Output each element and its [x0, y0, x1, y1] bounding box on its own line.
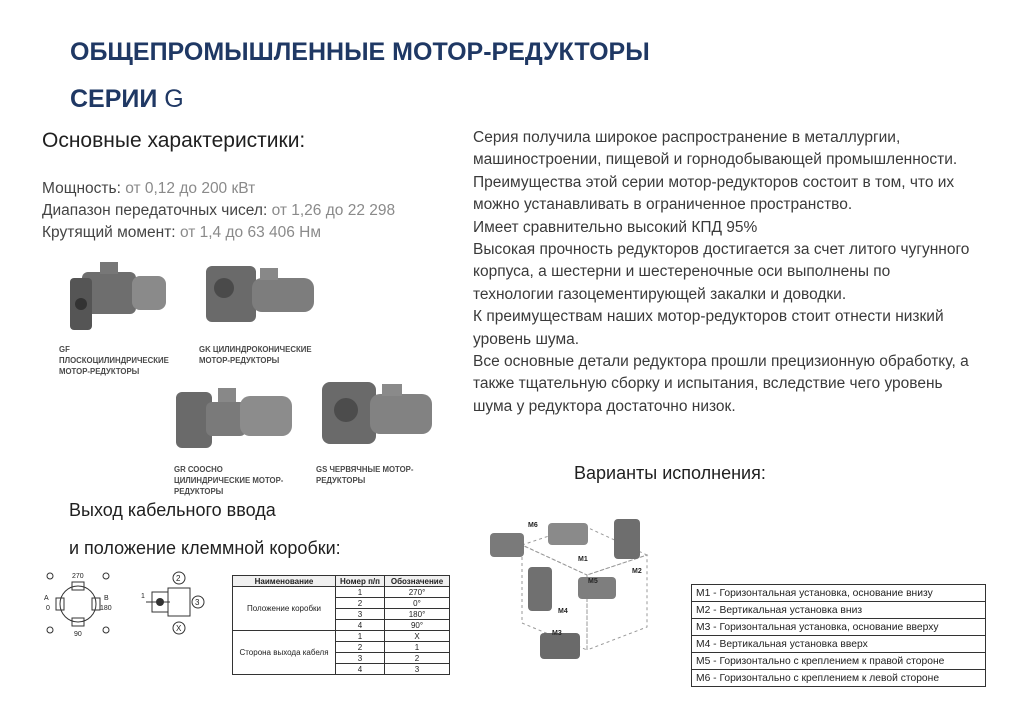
- variants-table: [691, 584, 986, 687]
- table-cell: 4: [336, 664, 385, 675]
- spec-value: от 1,4 до 63 406 Нм: [179, 224, 322, 241]
- gs-gearmotor-image: [312, 368, 442, 456]
- table-header: Наименование: [233, 576, 336, 587]
- gr-gearmotor-image: [170, 378, 300, 460]
- product-type: РЕДУКТОРЫ: [316, 476, 366, 485]
- table-row: [692, 636, 986, 653]
- table-row: [692, 670, 986, 687]
- spec-power: [42, 180, 255, 198]
- table-cell: X: [385, 631, 450, 642]
- product-type: МОТОР-РЕДУКТОРЫ: [199, 356, 280, 365]
- label-b: B: [104, 595, 109, 602]
- table-cell: 2: [385, 653, 450, 664]
- description: [473, 127, 973, 418]
- label-180: 180: [100, 605, 112, 612]
- product-code: GK: [199, 345, 211, 354]
- cable-table: [232, 575, 450, 675]
- product-code: GR: [174, 465, 186, 474]
- spec-value: от 1,26 до 22 298: [271, 202, 396, 219]
- spec-label: Диапазон передаточных чисел:: [42, 202, 268, 219]
- label-x: X: [176, 624, 182, 633]
- product-type: СООСНО: [187, 465, 223, 474]
- table-cell: 3: [336, 609, 385, 620]
- label-0: 0: [46, 605, 50, 612]
- terminal-box-diagram: [38, 568, 118, 638]
- description-paragraph: Высокая прочность редукторов достигается за счет литого чугунного корпуса, а шестерни и шестереночные оси выполнены по технологии газоцементирующей закалки и доводки.: [473, 241, 970, 303]
- product-code: GS: [316, 465, 328, 474]
- label-3: 3: [195, 598, 200, 607]
- table-cell: 3: [385, 664, 450, 675]
- product-type: ЧЕРВЯЧНЫЕ МОТОР-: [329, 465, 414, 474]
- page-title: ОБЩЕПРОМЫШЛЕННЫЕ МОТОР-РЕДУКТОРЫ: [70, 38, 650, 66]
- description-paragraph: Все основные детали редуктора прошли прецизионную обработку, а также тщательную сборку и испытания, вследствие чего уровень шума у редуктора достаточно низок.: [473, 353, 969, 415]
- table-header-row: [233, 576, 450, 587]
- table-row: [692, 653, 986, 670]
- spec-label: Мощность:: [42, 180, 121, 197]
- table-row: [233, 631, 450, 642]
- variants-heading: Варианты исполнения:: [574, 463, 766, 483]
- gk-gearmotor-image: [196, 258, 326, 340]
- table-row: [233, 587, 450, 598]
- specs-heading: Основные характеристики:: [42, 129, 306, 152]
- spec-ratio: [42, 202, 395, 220]
- cable-heading-1: Выход кабельного ввода: [69, 500, 276, 520]
- table-cell: 180°: [385, 609, 450, 620]
- description-paragraph: К преимуществам наших мотор-редукторов стоит отнести низкий уровень шума.: [473, 308, 944, 348]
- gf-gearmotor-image: [60, 258, 172, 340]
- label-a: A: [44, 595, 49, 602]
- gs-caption: [316, 464, 413, 486]
- page-subtitle: [70, 85, 184, 114]
- label-m2: M2: [632, 568, 642, 575]
- table-cell: 2: [336, 642, 385, 653]
- gf-caption: [59, 344, 169, 377]
- table-cell: M6 - Горизонтально с креплением к левой стороне: [692, 670, 986, 687]
- table-cell: 1: [336, 587, 385, 598]
- description-paragraph: Имеет сравнительно высокий КПД 95%: [473, 218, 758, 236]
- table-cell: 1: [336, 631, 385, 642]
- table-cell: M5 - Горизонтально с креплением к правой стороне: [692, 653, 986, 670]
- label-2: 2: [176, 574, 181, 583]
- label-90: 90: [74, 631, 82, 638]
- label-m5: M5: [588, 578, 598, 585]
- cable-heading-2: и положение клеммной коробки:: [69, 538, 341, 558]
- product-type: ЦИЛИНДРОКОНИЧЕСКИЕ: [212, 345, 312, 354]
- subtitle-bold: СЕРИИ: [70, 85, 158, 113]
- table-cell: Положение коробки: [233, 587, 336, 631]
- table-row: [692, 602, 986, 619]
- table-row: [692, 619, 986, 636]
- label-1: 1: [141, 593, 145, 600]
- cable-exit-diagram: [140, 568, 210, 638]
- table-header: Номер п/п: [336, 576, 385, 587]
- table-cell: 0°: [385, 598, 450, 609]
- gr-caption: [174, 464, 283, 497]
- table-cell: 90°: [385, 620, 450, 631]
- spec-label: Крутящий момент:: [42, 224, 176, 241]
- product-type: РЕДУКТОРЫ: [174, 487, 224, 496]
- product-type: ЦИЛИНДРИЧЕСКИЕ МОТОР-: [174, 476, 284, 485]
- label-m6: M6: [528, 522, 538, 529]
- table-cell: 270°: [385, 587, 450, 598]
- table-cell: 4: [336, 620, 385, 631]
- table-header: Обозначение: [385, 576, 450, 587]
- label-270: 270: [72, 573, 84, 580]
- table-cell: 2: [336, 598, 385, 609]
- table-cell: M1 - Горизонтальная установка, основание внизу: [692, 585, 986, 602]
- subtitle-series: G: [164, 85, 184, 113]
- gk-caption: [199, 344, 312, 366]
- spec-value: от 0,12 до 200 кВт: [125, 180, 256, 197]
- description-paragraph: Серия получила широкое распространение в металлургии, машиностроении, пищевой и горнодобывающей промышленности.: [473, 129, 958, 169]
- table-cell: 1: [385, 642, 450, 653]
- description-paragraph: Преимущества этой серии мотор-редукторов состоит в том, что их можно устанавливать в ограниченное пространство.: [473, 173, 955, 214]
- product-type: МОТОР-РЕДУКТОРЫ: [59, 367, 140, 376]
- product-type: ПЛОСКОЦИЛИНДРИЧЕСКИЕ: [59, 356, 169, 365]
- table-cell: M3 - Горизонтальная установка, основание вверху: [692, 619, 986, 636]
- table-cell: M4 - Вертикальная установка вверх: [692, 636, 986, 653]
- table-cell: Сторона выхода кабеля: [233, 631, 336, 675]
- label-m4: M4: [558, 608, 568, 615]
- mounting-positions-diagram: [482, 505, 660, 670]
- table-row: [692, 585, 986, 602]
- product-code: GF: [59, 345, 70, 354]
- label-m1: M1: [578, 556, 588, 563]
- label-m3: M3: [552, 630, 562, 637]
- table-cell: M2 - Вертикальная установка вниз: [692, 602, 986, 619]
- spec-torque: [42, 224, 321, 242]
- table-cell: 3: [336, 653, 385, 664]
